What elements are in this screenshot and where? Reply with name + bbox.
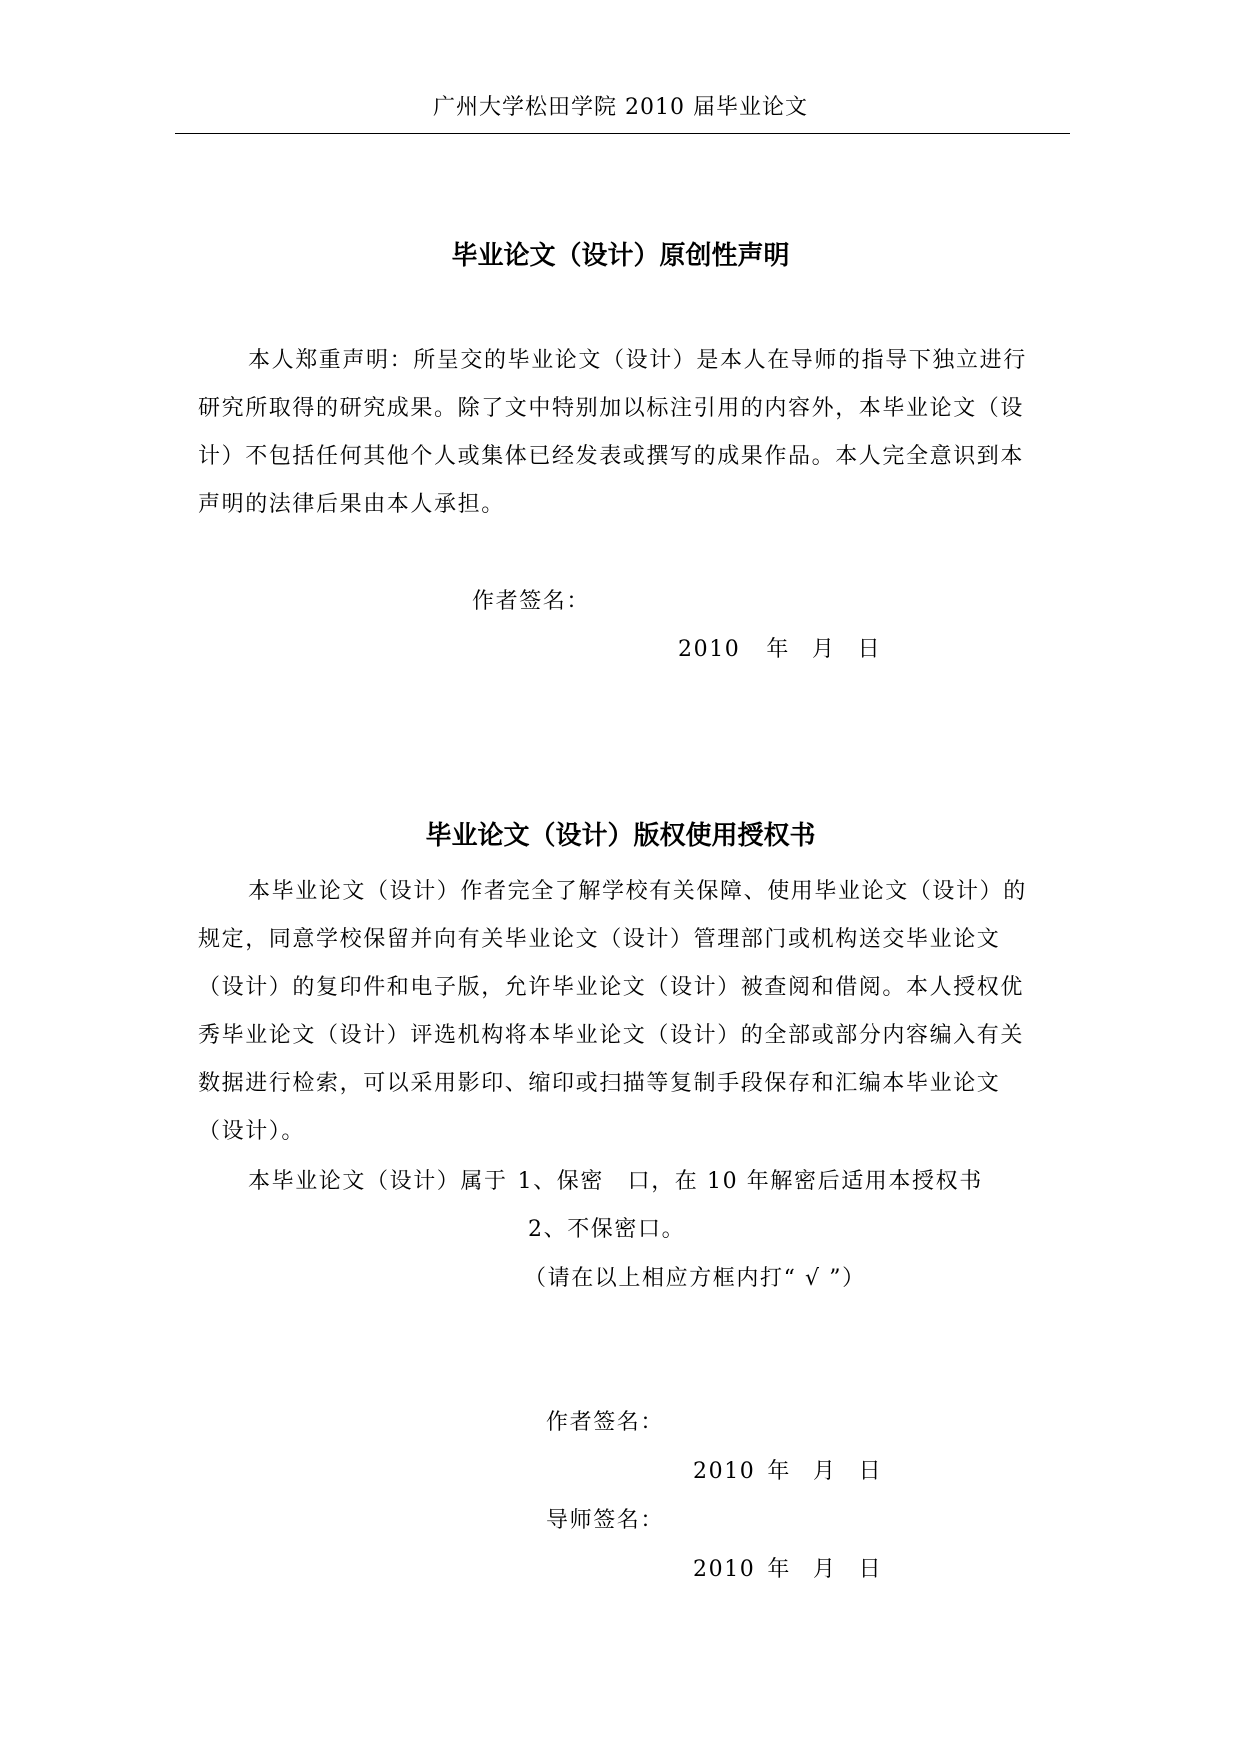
authorization-line-1: 本毕业论文（设计）作者完全了解学校有关保障、使用毕业论文（设计）的 — [248, 879, 1027, 904]
declaration-line-4: 声明的法律后果由本人承担。 — [198, 492, 505, 517]
date-month-unit: 月 — [813, 1557, 837, 1582]
date-day-unit: 日 — [857, 637, 882, 662]
author-date — [693, 1454, 882, 1485]
authorization-line-3: （设计）的复印件和电子版，允许毕业论文（设计）被查阅和借阅。本人授权优 — [198, 975, 1025, 1000]
declaration-line-3: 计）不包括任何其他个人或集体已经发表或撰写的成果作品。本人完全意识到本 — [198, 444, 1025, 469]
date-year-unit: 年 — [766, 637, 790, 662]
page-header: 广州大学松田学院 2010 届毕业论文 — [433, 95, 808, 120]
date-day-unit: 日 — [858, 1459, 883, 1484]
author-signature-label: 作者签名： — [546, 1410, 665, 1435]
date-year: 2010 — [693, 1459, 756, 1484]
date-month-unit: 月 — [813, 1459, 837, 1484]
date-month-unit: 月 — [812, 637, 836, 662]
declaration-line-1: 本人郑重声明：所呈交的毕业论文（设计）是本人在导师的指导下独立进行 — [248, 348, 1027, 373]
date-year: 2010 — [693, 1557, 756, 1582]
authorization-line-6: （设计）。 — [198, 1119, 306, 1144]
declaration-line-2: 研究所取得的研究成果。除了文中特别加以标注引用的内容外，本毕业论文（设 — [198, 396, 1025, 421]
authorization-line-4: 秀毕业论文（设计）评选机构将本毕业论文（设计）的全部或部分内容编入有关 — [198, 1023, 1025, 1048]
declaration-signature-label: 作者签名： — [472, 589, 591, 614]
date-year-unit: 年 — [767, 1557, 791, 1582]
supervisor-signature-label: 导师签名： — [546, 1508, 665, 1533]
authorization-title: 毕业论文（设计）版权使用授权书 — [425, 821, 816, 851]
classification-prefix: 本毕业论文（设计）属于 — [248, 1169, 508, 1194]
declaration-title: 毕业论文（设计）原创性声明 — [451, 241, 790, 271]
date-day-unit: 日 — [858, 1557, 883, 1582]
declaration-date — [678, 632, 881, 663]
classification-option-1: 1、保密 口，在 10 年解密后适用本授权书 — [517, 1169, 983, 1194]
header-divider — [175, 133, 1070, 134]
date-year-unit: 年 — [767, 1459, 791, 1484]
classification-note: （请在以上相应方框内打“ √ ”） — [524, 1266, 866, 1291]
classification-option-1-line — [248, 1164, 983, 1195]
authorization-line-5: 数据进行检索，可以采用影印、缩印或扫描等复制手段保存和汇编本毕业论文 — [198, 1071, 1001, 1096]
supervisor-date — [693, 1552, 882, 1583]
classification-option-2: 2、不保密口。 — [528, 1217, 686, 1242]
authorization-line-2: 规定，同意学校保留并向有关毕业论文（设计）管理部门或机构送交毕业论文 — [198, 927, 1001, 952]
date-year: 2010 — [678, 637, 741, 662]
